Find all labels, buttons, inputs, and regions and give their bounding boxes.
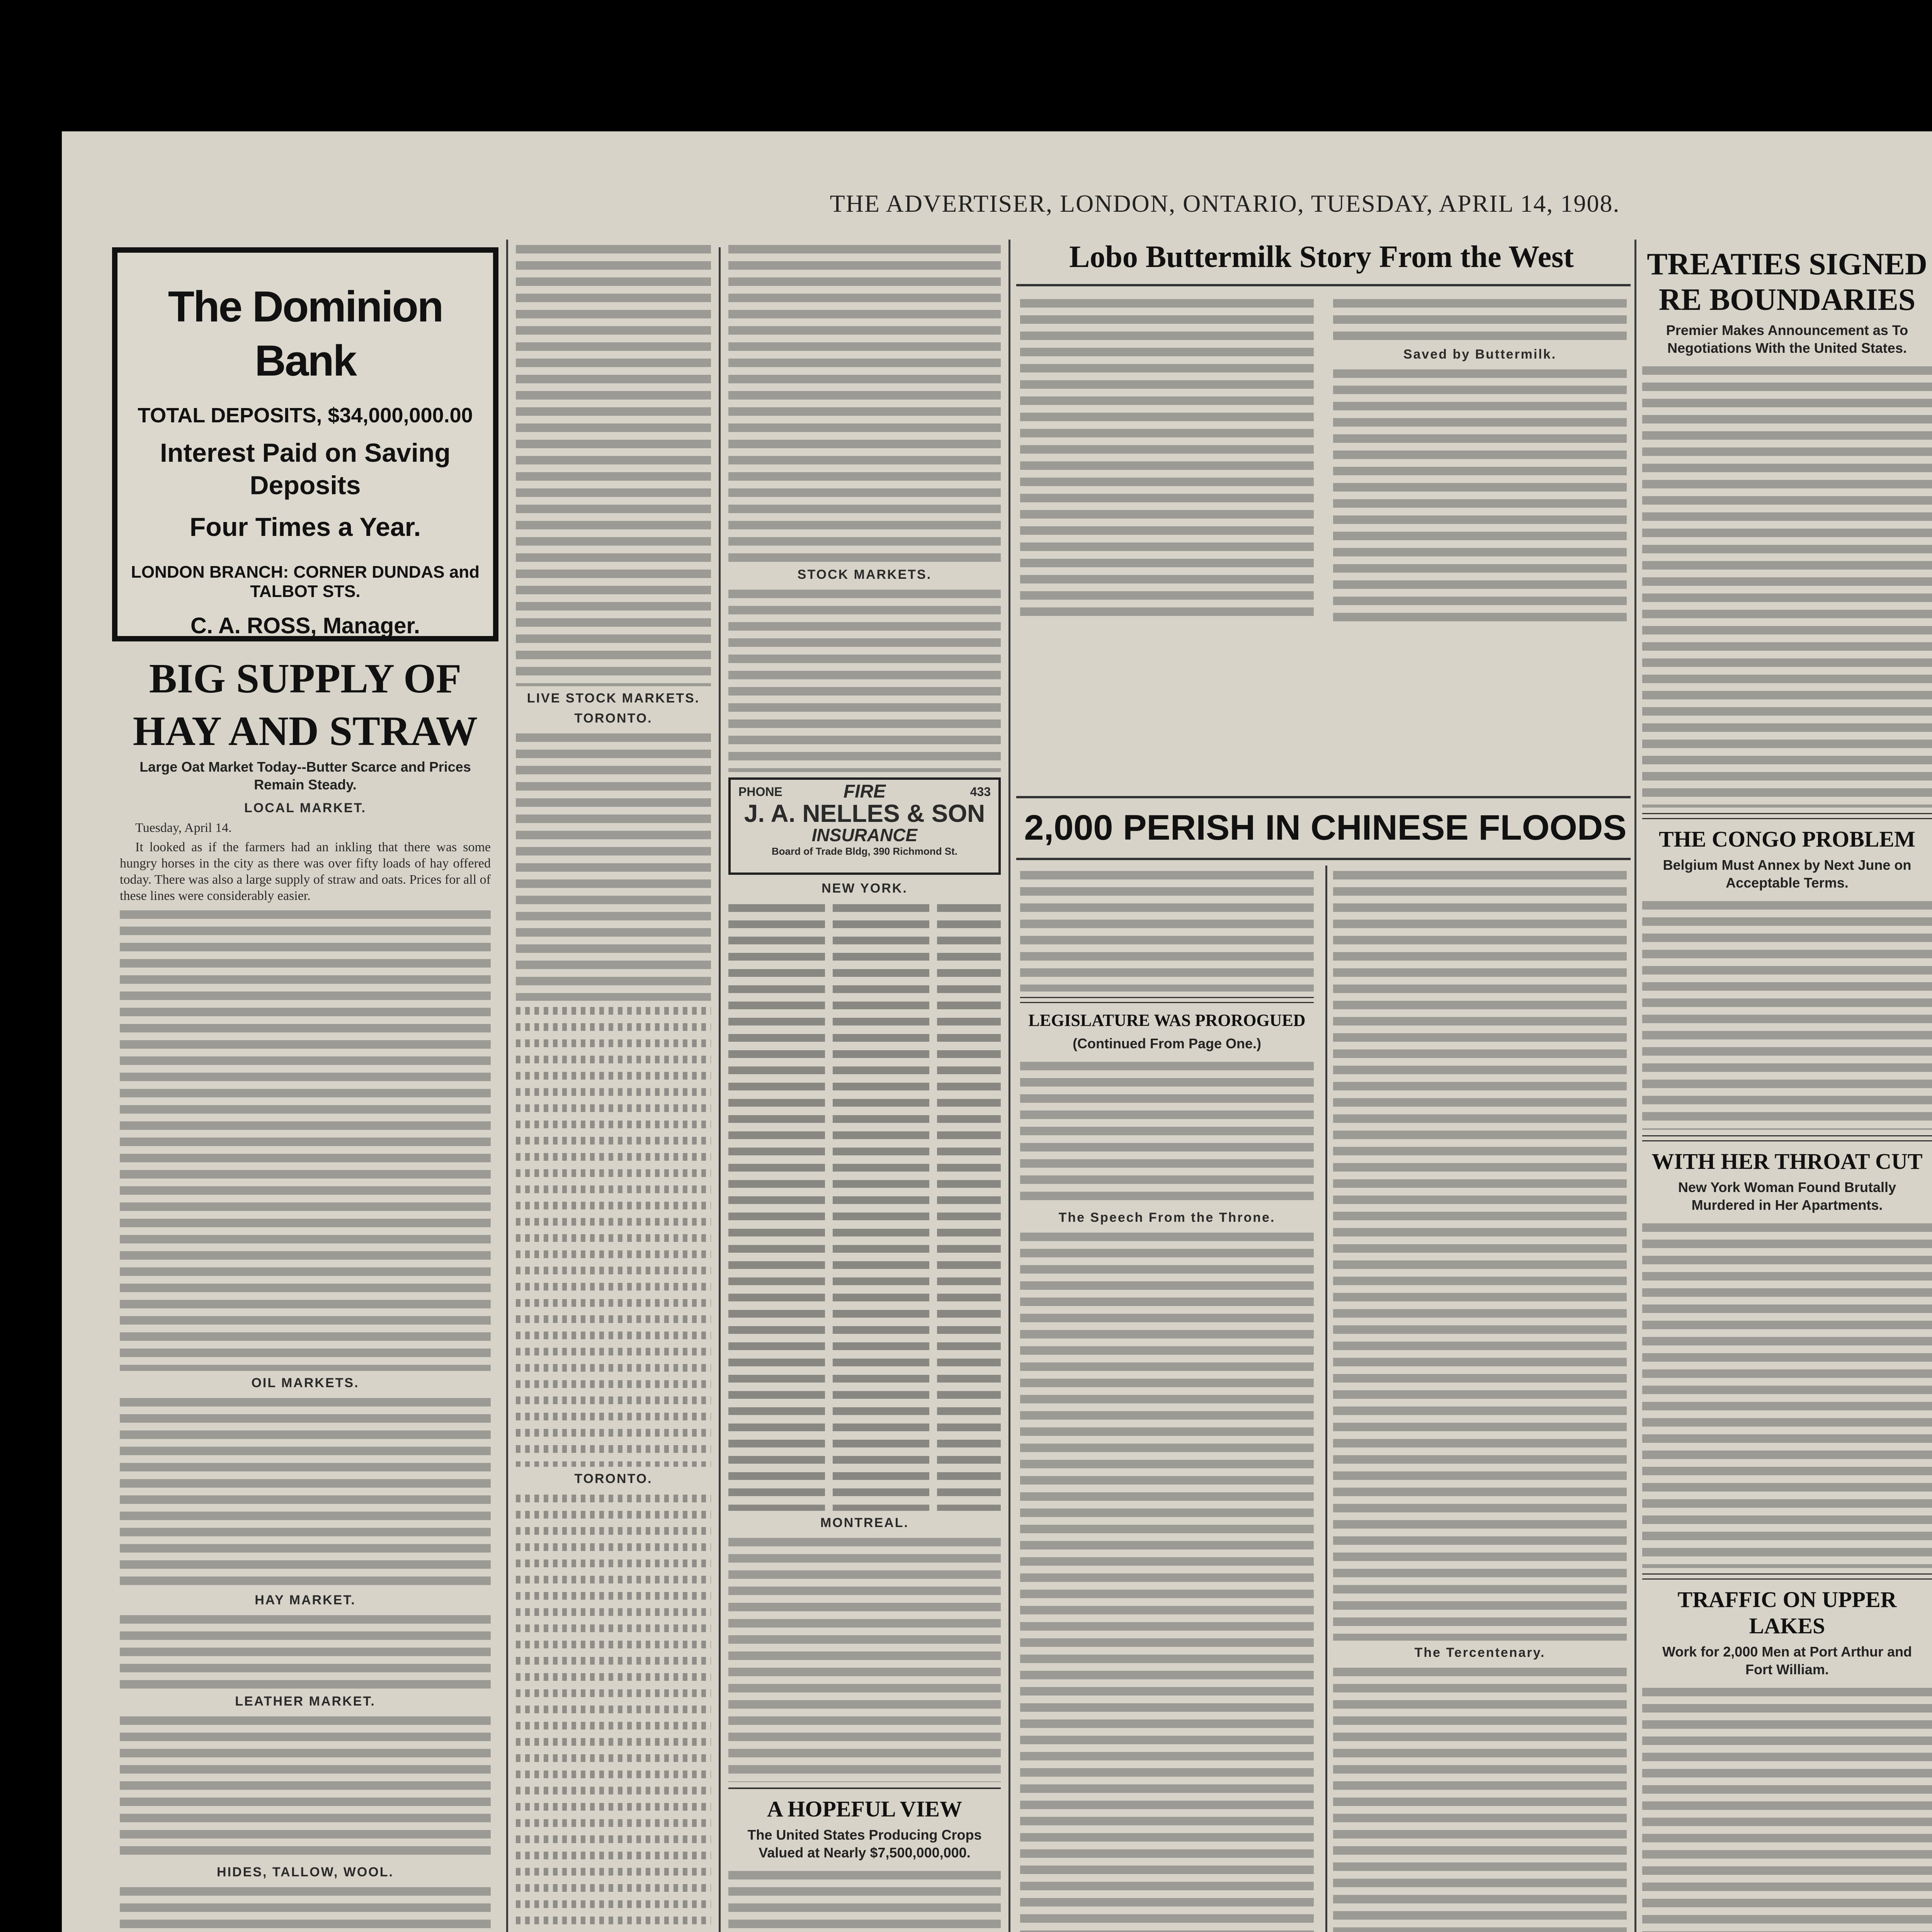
article-text: [1333, 296, 1627, 342]
article-text: [1642, 363, 1932, 808]
bank-interest-line2: Four Times a Year.: [189, 512, 421, 542]
headline-hay-straw: HAY AND STRAW: [133, 708, 478, 754]
column-center-right: [1333, 866, 1627, 1932]
article-text: [1020, 1230, 1314, 1932]
ad-address: Board of Trade Bldg, 390 Richmond St.: [771, 845, 958, 857]
section-hay-market: HAY MARKET.: [255, 1593, 356, 1607]
article-text: [728, 587, 1001, 772]
column-livestock: [516, 240, 711, 1932]
headline-big-supply: BIG SUPPLY OF: [149, 656, 462, 702]
column-rule: [1009, 240, 1010, 1932]
article-text: [120, 1713, 491, 1860]
section-local-market: LOCAL MARKET.: [244, 801, 367, 815]
divider: [1016, 284, 1631, 286]
bank-interest-line1: Interest Paid on Saving Deposits: [160, 438, 451, 500]
column-rule: [719, 247, 721, 1932]
article-text: [1642, 1685, 1932, 1932]
headline-hopeful-view: A HOPEFUL VIEW: [767, 1796, 962, 1821]
article-text: [1642, 1220, 1932, 1568]
column-rule: [1634, 240, 1636, 1932]
subhead-treaties: Premier Makes Announcement as To Negotiations With the United States.: [1666, 322, 1908, 356]
column-rule: [506, 240, 508, 1932]
section-toronto: TORONTO.: [574, 711, 653, 726]
divider: [1016, 796, 1631, 798]
subhead-hopeful-view: The United States Producing Crops Valued at Nearly $7,500,000,000.: [747, 1827, 982, 1861]
section-hides: HIDES, TALLOW, WOOL.: [217, 1865, 394, 1879]
ad-insurance: INSURANCE: [811, 825, 918, 845]
divider: [1020, 997, 1314, 1003]
masthead-title: THE ADVERTISER, LONDON, ONTARIO, TUESDAY, APRIL 14, 1908.: [830, 190, 1620, 217]
headline-lobo-buttermilk: Lobo Buttermilk Story From the West: [1069, 240, 1574, 274]
subhead-congo: Belgium Must Annex by Next June on Acceptable Terms.: [1663, 857, 1912, 891]
bank-branch: LONDON BRANCH: CORNER DUNDAS and TALBOT STS.: [131, 563, 480, 601]
bank-name: The Dominion Bank: [168, 282, 443, 385]
bank-deposits: TOTAL DEPOSITS, $34,000,000.00: [138, 404, 473, 427]
headline-upper-lakes: TRAFFIC ON UPPER LAKES: [1677, 1587, 1897, 1638]
section-new-york: NEW YORK.: [821, 881, 908, 896]
article-text: [120, 1395, 491, 1588]
dominion-bank-ad: [112, 247, 498, 641]
article-text: [120, 907, 491, 1371]
section-toronto-2: TORONTO.: [574, 1471, 653, 1486]
subhead-upper-lakes: Work for 2,000 Men at Port Arthur and Fort William.: [1662, 1644, 1912, 1677]
divider: [1642, 1135, 1932, 1141]
article-text: [120, 1884, 491, 1932]
dateline: Tuesday, April 14.: [135, 821, 232, 835]
subhead-oat-market: Large Oat Market Today--Butter Scarce and Prices Remain Steady.: [139, 759, 471, 793]
column-rule: [1325, 866, 1327, 1932]
article-text: [120, 1612, 491, 1689]
article-text: [1333, 868, 1627, 1641]
divider: [1642, 813, 1932, 819]
headline-treaties: TREATIES SIGNED RE BOUNDARIES: [1647, 247, 1927, 317]
article-text: [516, 730, 711, 1001]
article-text: [1020, 868, 1314, 992]
column-stocks: [728, 240, 1001, 1932]
subhead-throat-cut: New York Woman Found Brutally Murdered in Her Apartments.: [1678, 1179, 1896, 1213]
headline-throat-cut: WITH HER THROAT CUT: [1651, 1149, 1923, 1174]
subhead-saved-by-buttermilk: Saved by Buttermilk.: [1403, 347, 1557, 362]
article-text: [1020, 296, 1314, 622]
article-text: [1333, 1665, 1627, 1932]
divider: [728, 1787, 1001, 1789]
article-text: [728, 1535, 1001, 1782]
column-markets-local: [120, 649, 491, 1932]
lead-paragraph: It looked as if the farmers had an inkling that there was some hungry horses in the city as there was over fifty loads of hay offered today. There was also a large supply of straw and oats. Prices for all of these lines were considerably easier.: [120, 840, 491, 903]
price-table: [516, 1491, 711, 1932]
newspaper-page: [62, 131, 1932, 1932]
column-treaties: [1642, 240, 1932, 1932]
ad-phone-number: 433: [970, 785, 991, 799]
column-lobo-right: [1333, 294, 1627, 622]
headline-congo: THE CONGO PROBLEM: [1659, 827, 1915, 852]
bank-manager: C. A. ROSS, Manager.: [190, 613, 420, 638]
section-montreal: MONTREAL.: [820, 1515, 909, 1530]
continued-note: (Continued From Page One.): [1072, 1036, 1261, 1051]
nelles-insurance-ad: [728, 777, 1001, 875]
price-table: [516, 1003, 711, 1467]
section-leather-market: LEATHER MARKET.: [235, 1694, 376, 1709]
masthead: [62, 189, 1932, 232]
article-text: [1333, 366, 1627, 622]
ad-phone-label: PHONE: [738, 785, 782, 799]
headline-legislature: LEGISLATURE WAS PROROGUED: [1028, 1011, 1306, 1030]
stock-table: [728, 900, 1001, 1511]
subhead-tercentenary: The Tercentenary.: [1414, 1645, 1546, 1660]
ad-fire: FIRE: [843, 781, 886, 802]
column-legislature: [1020, 866, 1314, 1932]
column-lobo-left: [1020, 294, 1314, 622]
divider: [1642, 1573, 1932, 1580]
article-text: [516, 242, 711, 686]
ad-company-name: J. A. NELLES & SON: [744, 799, 985, 827]
subhead-speech-throne: The Speech From the Throne.: [1058, 1210, 1276, 1225]
article-text: [728, 242, 1001, 563]
section-stock-markets: STOCK MARKETS.: [797, 567, 932, 582]
headline-chinese-floods: 2,000 PERISH IN CHINESE FLOODS: [1024, 808, 1627, 847]
article-text: [728, 1868, 1001, 1932]
article-text: [1642, 898, 1932, 1130]
divider: [1016, 858, 1631, 860]
section-livestock: LIVE STOCK MARKETS.: [527, 691, 700, 706]
article-text: [1020, 1059, 1314, 1206]
section-oil-markets: OIL MARKETS.: [251, 1376, 359, 1390]
